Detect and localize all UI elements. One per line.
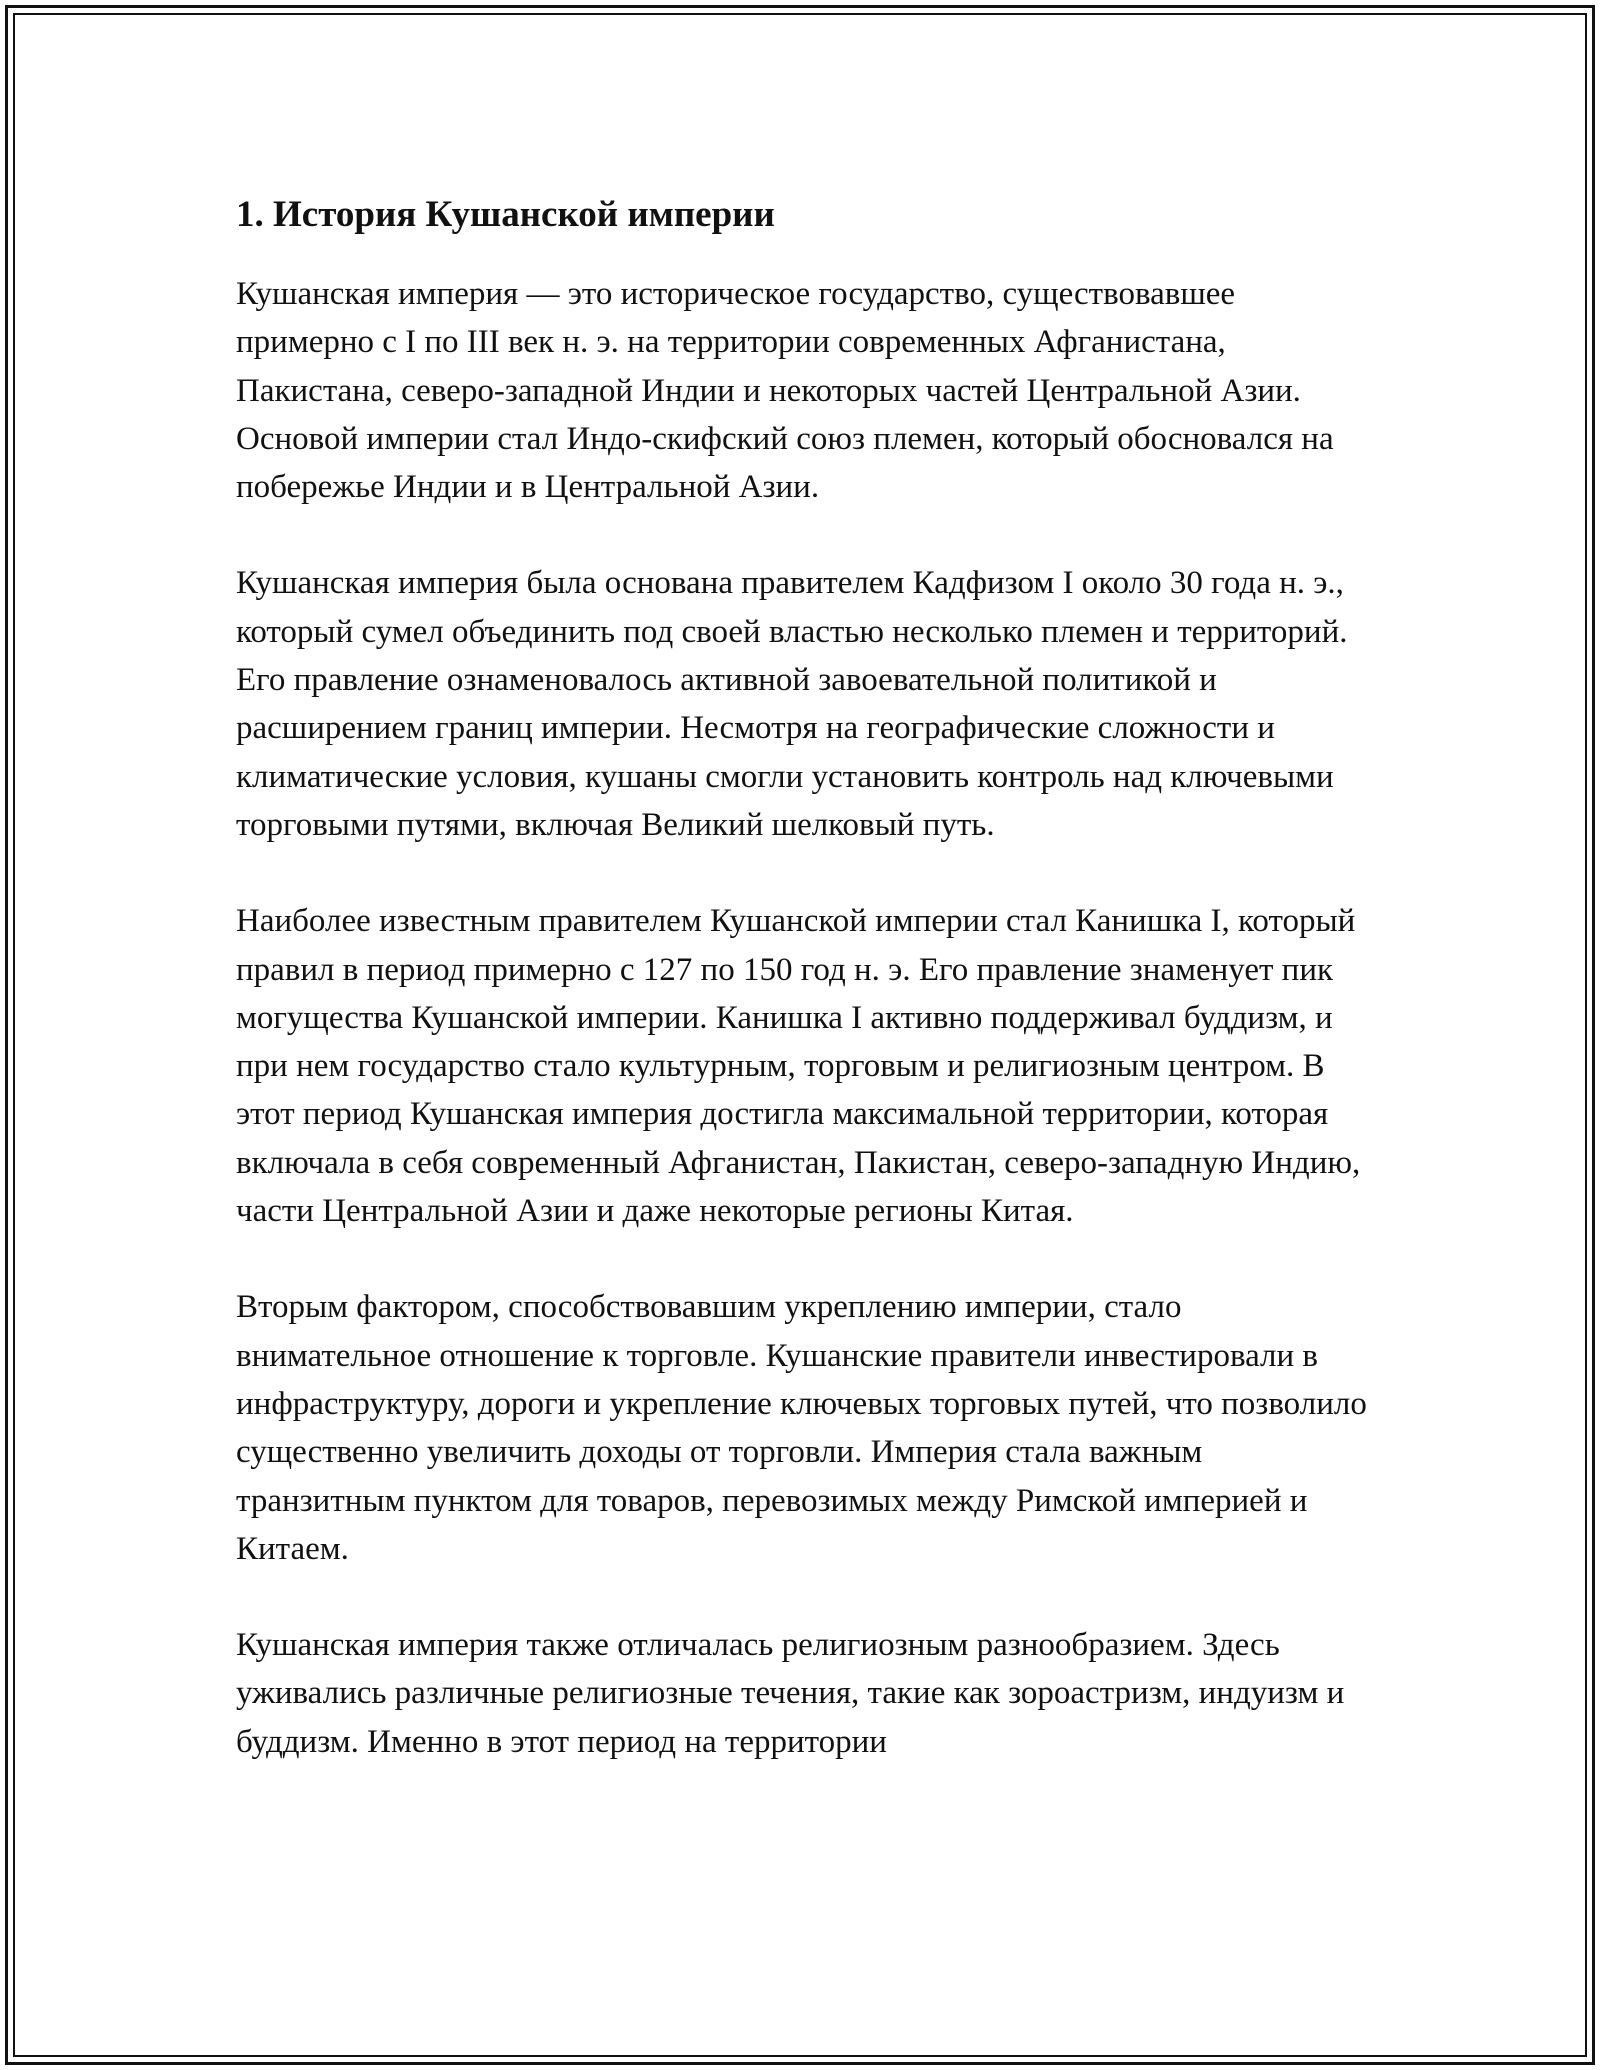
- section-heading: 1. История Кушанской империи: [236, 194, 775, 235]
- document-body: [236, 180, 1376, 1814]
- paragraph-1: Кушанская империя — это историческое государство, существовавшее примерно с I по III век н. э. на территории современных Афганистана, Пакистана, северо-западной Индии и некоторых частей Центральной Азии. Основой империи стал Индо-скифский союз племен, который обосновался на побережье Индии и в Центральной Азии.: [236, 276, 1334, 506]
- paragraph-2: Кушанская империя была основана правителем Кадфизом I около 30 года н. э., который сумел объединить под своей властью несколько племен и территорий. Его правление ознаменовалось активной завоевательной политикой и расширением границ империи. Несмотря на географические сложности и климатические условия, кушаны смогли установить контроль над ключевыми торговыми путями, включая Великий шелковый путь.: [236, 565, 1348, 843]
- paragraph-5: Кушанская империя также отличалась религиозным разнообразием. Здесь уживались различные религиозные течения, такие как зороастризм, индуизм и буддизм. Именно в этот период на территории: [236, 1627, 1345, 1760]
- paragraph-3: Наиболее известным правителем Кушанской империи стал Канишка I, который правил в период примерно с 127 по 150 год н. э. Его правление знаменует пик могущества Кушанской империи. Канишка I активно поддерживал буддизм, и при нем государство стало культурным, торговым и религиозным центром. В этот период Кушанская империя достигла максимальной территории, которая включала в себя современный Афганистан, Пакистан, северо-западную Индию, части Центральной Азии и даже некоторые регионы Китая.: [236, 903, 1361, 1230]
- paragraph-4: Вторым фактором, способствовавшим укреплению империи, стало внимательное отношение к торговле. Кушанские правители инвестировали в инфраструктуру, дороги и укрепление ключевых торговых путей, что позволило существенно увеличить доходы от торговли. Империя стала важным транзитным пунктом для товаров, перевозимых между Римской империей и Китаем.: [236, 1289, 1367, 1567]
